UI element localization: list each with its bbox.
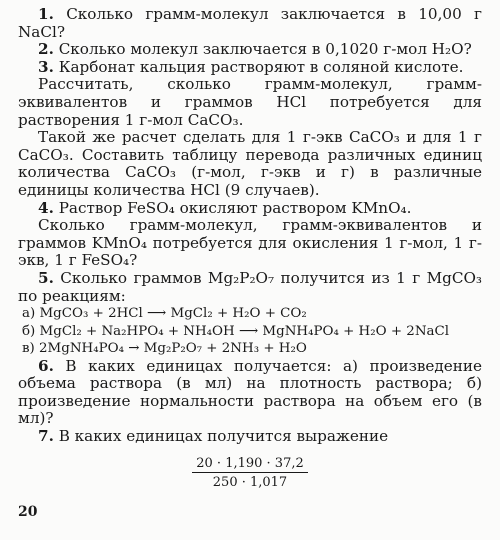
problem-number: 7. bbox=[38, 426, 54, 445]
problem-7 bbox=[18, 428, 482, 446]
problem-3-paragraph bbox=[18, 76, 482, 129]
fraction-numerator: 20 · 1,190 · 37,2 bbox=[192, 456, 308, 473]
problem-text: Сколько грамм-молекул, грамм-эквивалентов и граммов KMnO₄ потребуется для окисления 1 г-мол, 1 г-экв, 1 г FeSO₄? bbox=[18, 216, 482, 270]
problem-text: Рассчитать, сколько грамм-молекул, грамм-эквивалентов и граммов HCl потребуется для растворения 1 г-мол CaCO₃. bbox=[18, 75, 482, 129]
fraction-denominator: 250 · 1,017 bbox=[212, 475, 288, 490]
page-number: 20 bbox=[18, 504, 38, 520]
problem-text: Сколько молекул заключается в 0,1020 г-мол H₂O? bbox=[58, 40, 472, 59]
problem-text: Раствор FeSO₄ окисляют раствором KMnO₄. bbox=[58, 198, 412, 217]
reaction-equation: в) 2MgNH₄PO₄ → Mg₂P₂O₇ + 2NH₃ + H₂O bbox=[22, 341, 307, 357]
fraction bbox=[192, 456, 308, 490]
problem-text: В каких единицах получится выражение bbox=[58, 426, 389, 445]
problem-6 bbox=[18, 358, 482, 428]
problem-3-paragraph bbox=[18, 129, 482, 199]
problem-number: 2. bbox=[38, 40, 54, 59]
problem-1 bbox=[18, 6, 482, 41]
problem-text: Карбонат кальция растворяют в соляной кислоте. bbox=[58, 57, 464, 76]
problem-text: Сколько граммов Mg₂P₂O₇ получится из 1 г MgCO₃ по реакциям: bbox=[18, 268, 483, 305]
problem-4-paragraph bbox=[18, 217, 482, 270]
problem-4 bbox=[18, 200, 482, 218]
problem-number: 3. bbox=[38, 57, 54, 76]
problem-text: В каких единицах получается: а) произведение объема раствора (в мл) на плотность раствора; б) произведение нормальности раствора на объем его (в мл)? bbox=[18, 356, 482, 428]
problem-number: 1. bbox=[38, 5, 54, 23]
problem-number: 5. bbox=[38, 268, 54, 287]
reaction-equation: а) MgCO₃ + 2HCl ⟶ MgCl₂ + H₂O + CO₂ bbox=[22, 306, 307, 322]
problem-number: 6. bbox=[38, 356, 54, 375]
problem-5 bbox=[18, 270, 482, 305]
problem-number: 4. bbox=[38, 198, 54, 217]
reaction-equation: б) MgCl₂ + Na₂HPO₄ + NH₄OH ⟶ MgNH₄PO₄ + H₂O + 2NaCl bbox=[22, 323, 450, 339]
problem-3 bbox=[18, 59, 482, 77]
problem-2 bbox=[18, 41, 482, 59]
fraction-expression bbox=[0, 456, 500, 490]
problem-text: Такой же расчет сделать для 1 г-экв CaCO₃ и для 1 г CaCO₃. Составить таблицу перевода различных единиц количества CaCO₃ (г-мол, г-экв и г) в различные единицы количества HCl (9 случаев). bbox=[18, 128, 482, 199]
problem-text: Сколько грамм-молекул заключается в 10,00 г NaCl? bbox=[18, 5, 483, 41]
